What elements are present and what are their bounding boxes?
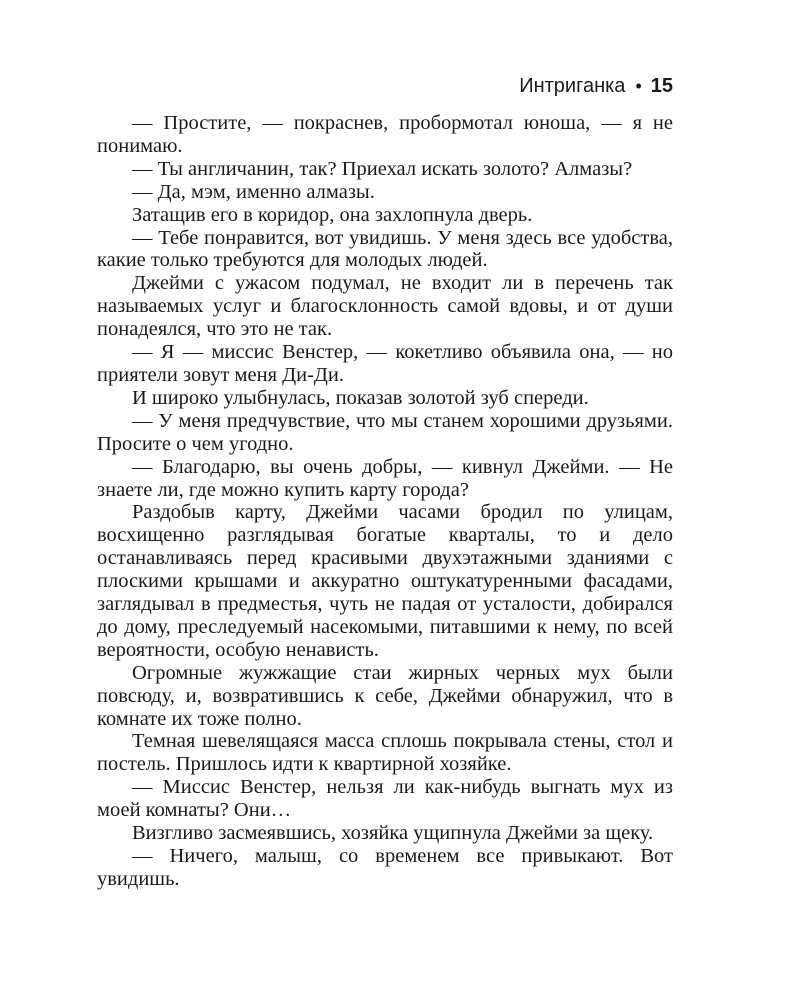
paragraph: — Миссис Венстер, нельзя ли как-нибудь выгнать мух из моей комнаты? Они…: [97, 776, 673, 822]
book-title: Интриганка: [519, 74, 626, 97]
body-text: [97, 112, 673, 891]
paragraph: — Простите, — покраснев, пробормотал юноша, — я не понимаю.: [97, 112, 673, 157]
paragraph: И широко улыбнулась, показав золотой зуб спереди.: [132, 386, 589, 409]
paragraph: Раздобыв карту, Джейми часами бродил по улицам, восхищенно разглядывая богатые кварталы, то и дело останавливаясь перед красивыми двухэтажными зданиями с плоскими крышами и аккуратно оштукатуренными фасадами, заглядывал в предместья, чуть не падая от усталости, добирался до дому, преследуемый насекомыми, питавшими к нему, по всей вероятности, особую ненависть.: [97, 501, 673, 661]
paragraph: — Благодарю, вы очень добры, — кивнул Джейми. — Не знаете ли, где можно купить карту города?: [97, 455, 673, 501]
paragraph: Затащив его в коридор, она захлопнула дверь.: [132, 203, 533, 226]
header-separator: •: [635, 75, 642, 96]
paragraph: — Ничего, малыш, со временем все привыкают. Вот увидишь.: [97, 845, 673, 890]
paragraph: — Я — миссис Венстер, — кокетливо объявила она, — но приятели зовут меня Ди-Ди.: [97, 341, 673, 386]
paragraph: Визгливо засмеявшись, хозяйка ущипнула Джейми за щеку.: [132, 822, 654, 845]
paragraph: — Да, мэм, именно алмазы.: [132, 180, 375, 203]
paragraph: — Тебе понравится, вот увидишь. У меня здесь все удобства, какие только требуются для молодых людей.: [97, 226, 673, 272]
paragraph: Темная шевелящаяся масса сплошь покрывала стены, стол и постель. Пришлось идти к квартирной хозяйке.: [97, 730, 673, 776]
paragraph: Джейми с ужасом подумал, не входит ли в перечень так называемых услуг и благосклонность самой вдовы, и от души понадеялся, что это не так.: [97, 272, 673, 341]
paragraph: — Ты англичанин, так? Приехал искать золото? Алмазы?: [132, 157, 633, 180]
running-header: [519, 73, 673, 99]
paragraph: Огромные жужжащие стаи жирных черных мух были повсюду, и, возвратившись к себе, Джейми обнаружил, что в комнате их тоже полно.: [97, 661, 673, 730]
paragraph: — У меня предчувствие, что мы станем хорошими друзьями. Просите о чем угодно.: [97, 409, 673, 455]
page-number: 15: [650, 74, 673, 97]
